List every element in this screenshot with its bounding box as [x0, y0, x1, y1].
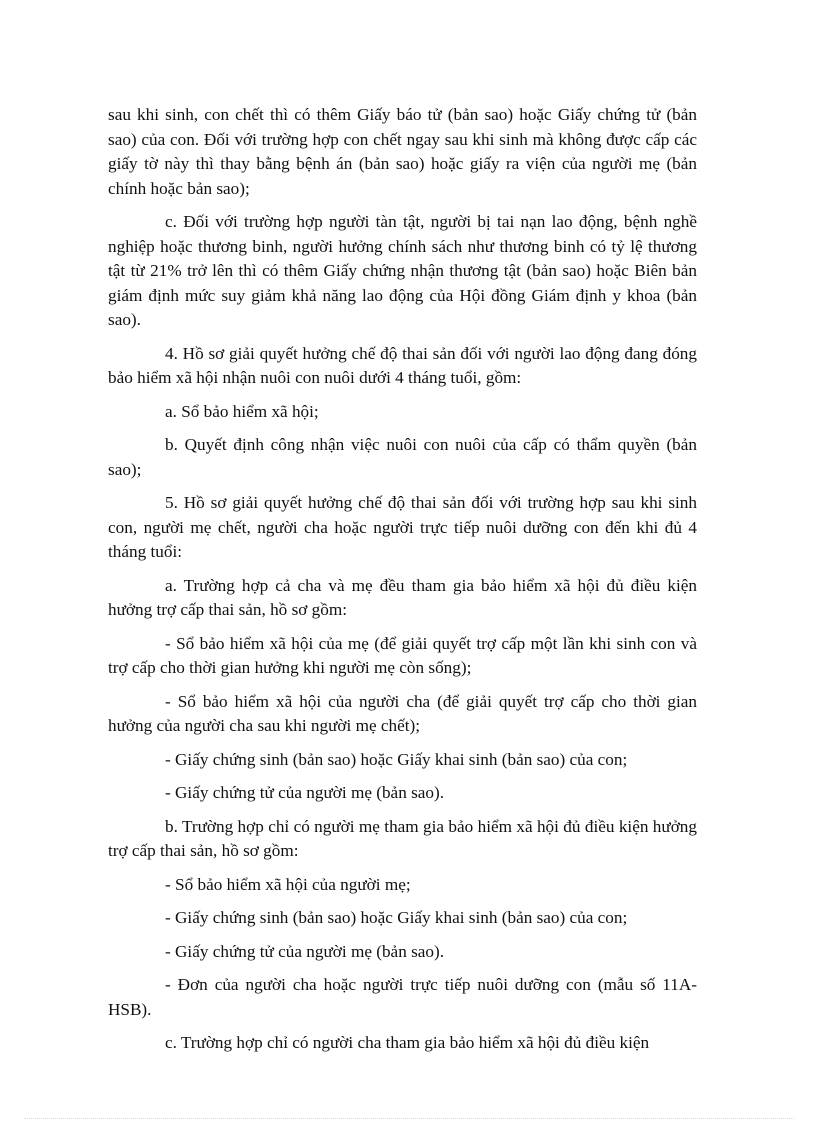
- paragraph-continuation: sau khi sinh, con chết thì có thêm Giấy báo tử (bản sao) hoặc Giấy chứng tử (bản sao) của con. Đối với trường hợp con chết ngay sau khi sinh mà không được cấp các giấy tờ này thì thay bằng bệnh án (bản sao) hoặc giấy ra viện của người mẹ (bản chính hoặc bản sao);: [108, 105, 697, 198]
- paragraph-5a: a. Trường hợp cả cha và mẹ đều tham gia bảo hiểm xã hội đủ điều kiện hưởng trợ cấp thai sản, hồ sơ gồm:: [108, 575, 697, 619]
- paragraph-5c: c. Trường hợp chỉ có người cha tham gia bảo hiểm xã hội đủ điều kiện: [165, 1033, 650, 1052]
- list-item-5a-mother-book: - Sổ bảo hiểm xã hội của mẹ (để giải quyết trợ cấp một lần khi sinh con và trợ cấp cho thời gian hưởng khi người mẹ còn sống);: [108, 633, 697, 677]
- paragraph-section-4: 4. Hồ sơ giải quyết hưởng chế độ thai sản đối với người lao động đang đóng bảo hiểm xã hội nhận nuôi con nuôi dưới 4 tháng tuổi, gồm:: [108, 343, 697, 387]
- list-item-5a-birth-certificate: - Giấy chứng sinh (bản sao) hoặc Giấy khai sinh (bản sao) của con;: [165, 749, 628, 769]
- paragraph-4b: b. Quyết định công nhận việc nuôi con nuôi của cấp có thẩm quyền (bản sao);: [108, 435, 697, 479]
- list-item-5a-death-certificate: - Giấy chứng tử của người mẹ (bản sao).: [165, 783, 445, 802]
- paragraph-item-c-disability: c. Đối với trường hợp người tàn tật, người bị tai nạn lao động, bệnh nghề nghiệp hoặc thương binh, người hưởng chính sách như thương binh có tỷ lệ thương tật từ 21% trở lên thì có thêm Giấy chứng nhận thương tật (bản sao) hoặc Biên bản giám định mức suy giảm khả năng lao động của Hội đồng Giám định y khoa (bản sao).: [108, 212, 697, 329]
- paragraph-section-5: 5. Hồ sơ giải quyết hưởng chế độ thai sản đối với trường hợp sau khi sinh con, người mẹ chết, người cha hoặc người trực tiếp nuôi dưỡng con đến khi đủ 4 tháng tuổi:: [108, 493, 697, 561]
- paragraph-5b: b. Trường hợp chỉ có người mẹ tham gia bảo hiểm xã hội đủ điều kiện hưởng trợ cấp thai sản, hồ sơ gồm:: [108, 816, 697, 860]
- list-item-5b-death-certificate: - Giấy chứng tử của người mẹ (bản sao).: [165, 941, 445, 961]
- list-item-5b-application-form: - Đơn của người cha hoặc người trực tiếp nuôi dưỡng con (mẫu số 11A-HSB).: [108, 975, 697, 1019]
- page-bottom-divider: [24, 1118, 794, 1119]
- paragraph-4a: a. Sổ bảo hiểm xã hội;: [165, 401, 319, 421]
- list-item-5b-mother-book: - Sổ bảo hiểm xã hội của người mẹ;: [165, 874, 411, 894]
- document-body: [108, 103, 697, 1065]
- list-item-5a-father-book: - Sổ bảo hiểm xã hội của người cha (để giải quyết trợ cấp cho thời gian hưởng của người cha sau khi người mẹ chết);: [108, 691, 697, 735]
- list-item-5b-birth-certificate: - Giấy chứng sinh (bản sao) hoặc Giấy khai sinh (bản sao) của con;: [165, 908, 628, 927]
